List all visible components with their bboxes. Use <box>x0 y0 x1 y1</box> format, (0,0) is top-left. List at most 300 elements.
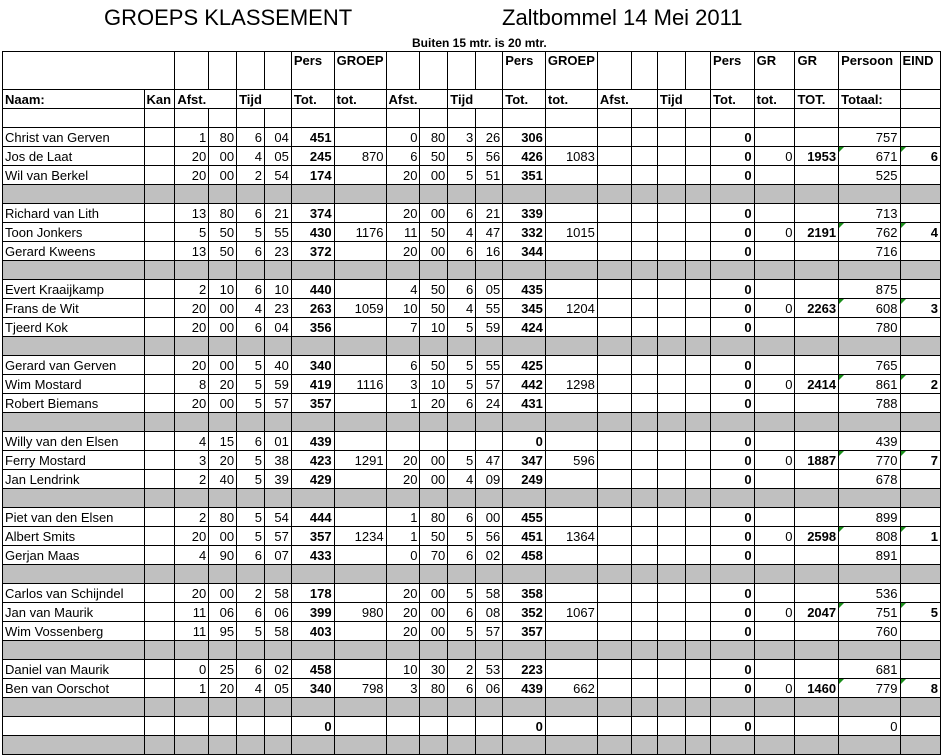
separator-cell <box>175 489 209 508</box>
name-cell: Wim Mostard <box>3 375 145 394</box>
separator-cell <box>237 261 265 280</box>
separator-cell <box>386 261 420 280</box>
value-cell: 00 <box>209 527 237 546</box>
value-cell: 00 <box>209 166 237 185</box>
table-row <box>3 128 941 147</box>
separator-cell <box>144 413 175 432</box>
value-cell: 891 <box>839 546 900 565</box>
value-cell <box>144 470 175 489</box>
separator-cell <box>144 565 175 584</box>
separator-cell <box>503 413 546 432</box>
separator-cell <box>545 736 597 755</box>
separator-cell <box>631 261 657 280</box>
value-cell: 435 <box>503 280 546 299</box>
value-cell <box>545 318 597 337</box>
value-cell: 2 <box>175 470 209 489</box>
value-cell: 0 <box>711 527 755 546</box>
separator-row <box>3 337 941 356</box>
value-cell <box>685 356 710 375</box>
value-cell: 20 <box>386 470 420 489</box>
value-cell: 6 <box>237 280 265 299</box>
separator-cell <box>334 489 386 508</box>
value-cell: 1 <box>386 508 420 527</box>
separator-cell <box>386 565 420 584</box>
value-cell: 20 <box>386 166 420 185</box>
value-cell: 20 <box>175 147 209 166</box>
value-cell: 596 <box>545 451 597 470</box>
value-cell <box>597 128 631 147</box>
value-cell <box>144 432 175 451</box>
value-cell <box>685 109 710 128</box>
value-cell <box>631 622 657 641</box>
separator-cell <box>685 489 710 508</box>
value-cell: 899 <box>839 508 900 527</box>
group-header-cell <box>209 52 237 90</box>
separator-cell <box>503 641 546 660</box>
value-cell <box>795 470 839 489</box>
value-cell: 351 <box>503 166 546 185</box>
value-cell: 57 <box>476 375 503 394</box>
value-cell <box>657 432 685 451</box>
name-cell: Richard van Lith <box>3 204 145 223</box>
value-cell <box>685 717 710 736</box>
value-cell: 50 <box>420 356 448 375</box>
table-row <box>3 242 941 261</box>
value-cell <box>631 242 657 261</box>
column-header-cell <box>476 90 503 109</box>
value-cell: 00 <box>209 299 237 318</box>
separator-cell <box>685 565 710 584</box>
separator-cell <box>795 565 839 584</box>
separator-cell <box>237 185 265 204</box>
value-cell <box>900 356 941 375</box>
value-cell <box>754 356 795 375</box>
value-cell: 3 <box>175 451 209 470</box>
value-cell: 440 <box>291 280 334 299</box>
value-cell: 6 <box>448 603 476 622</box>
table-row <box>3 204 941 223</box>
separator-cell <box>291 413 334 432</box>
value-cell <box>545 204 597 223</box>
separator-cell <box>334 261 386 280</box>
value-cell: 332 <box>503 223 546 242</box>
value-cell: 751 <box>839 603 900 622</box>
value-cell: 8 <box>175 375 209 394</box>
name-cell <box>3 109 145 128</box>
value-cell <box>657 508 685 527</box>
separator-cell <box>900 489 941 508</box>
value-cell: 5 <box>237 451 265 470</box>
value-cell: 00 <box>209 147 237 166</box>
value-cell: 20 <box>386 584 420 603</box>
value-cell: 01 <box>264 432 291 451</box>
value-cell <box>144 584 175 603</box>
value-cell <box>175 717 209 736</box>
value-cell: 0 <box>754 451 795 470</box>
separator-cell <box>711 337 755 356</box>
separator-cell <box>209 337 237 356</box>
separator-cell <box>144 698 175 717</box>
separator-row <box>3 698 941 717</box>
separator-cell <box>448 185 476 204</box>
value-cell: 5 <box>448 527 476 546</box>
separator-cell <box>334 736 386 755</box>
table-row <box>3 147 941 166</box>
separator-row <box>3 736 941 755</box>
separator-cell <box>657 337 685 356</box>
value-cell: 352 <box>503 603 546 622</box>
value-cell <box>144 356 175 375</box>
table-row <box>3 527 941 546</box>
value-cell: 20 <box>420 394 448 413</box>
value-cell <box>685 242 710 261</box>
value-cell <box>545 470 597 489</box>
value-cell <box>685 147 710 166</box>
value-cell: 0 <box>711 242 755 261</box>
group-header-cell <box>657 52 685 90</box>
value-cell <box>597 204 631 223</box>
value-cell: 2 <box>175 280 209 299</box>
value-cell <box>657 679 685 698</box>
separator-cell <box>754 698 795 717</box>
value-cell: 05 <box>264 147 291 166</box>
value-cell: 21 <box>264 204 291 223</box>
name-cell: Tjeerd Kok <box>3 318 145 337</box>
value-cell: 357 <box>291 394 334 413</box>
table-row <box>3 109 941 128</box>
value-cell <box>900 584 941 603</box>
value-cell: 5 <box>237 375 265 394</box>
separator-cell <box>291 736 334 755</box>
value-cell: 00 <box>420 584 448 603</box>
value-cell <box>657 451 685 470</box>
group-header-cell <box>420 52 448 90</box>
column-header-cell <box>264 90 291 109</box>
separator-cell <box>420 185 448 204</box>
value-cell: 1953 <box>795 147 839 166</box>
value-cell <box>657 166 685 185</box>
value-cell: 2414 <box>795 375 839 394</box>
name-cell: Carlos van Schijndel <box>3 584 145 603</box>
name-cell: Robert Biemans <box>3 394 145 413</box>
separator-cell <box>754 736 795 755</box>
separator-cell <box>209 185 237 204</box>
value-cell: 178 <box>291 584 334 603</box>
group-header-cell <box>144 52 175 90</box>
separator-cell <box>264 413 291 432</box>
value-cell: 10 <box>264 280 291 299</box>
table-row <box>3 660 941 679</box>
separator-cell <box>386 185 420 204</box>
value-cell: 59 <box>476 318 503 337</box>
value-cell <box>597 546 631 565</box>
value-cell: 09 <box>476 470 503 489</box>
value-cell: 439 <box>503 679 546 698</box>
value-cell: 716 <box>839 242 900 261</box>
value-cell <box>334 717 386 736</box>
separator-cell <box>420 698 448 717</box>
value-cell: 808 <box>839 527 900 546</box>
separator-cell <box>420 641 448 660</box>
table-row <box>3 166 941 185</box>
separator-cell <box>448 261 476 280</box>
value-cell: 4 <box>237 679 265 698</box>
separator-cell <box>144 185 175 204</box>
separator-cell <box>795 413 839 432</box>
value-cell <box>631 603 657 622</box>
value-cell: 0 <box>711 223 755 242</box>
separator-cell <box>448 698 476 717</box>
separator-cell <box>334 565 386 584</box>
value-cell <box>545 166 597 185</box>
separator-cell <box>386 489 420 508</box>
separator-cell <box>711 736 755 755</box>
separator-cell <box>839 641 900 660</box>
value-cell: 0 <box>711 660 755 679</box>
separator-cell <box>545 641 597 660</box>
value-cell: 11 <box>175 603 209 622</box>
value-cell: 00 <box>420 242 448 261</box>
value-cell: 10 <box>209 280 237 299</box>
value-cell: 340 <box>291 356 334 375</box>
value-cell <box>657 242 685 261</box>
value-cell: 340 <box>291 679 334 698</box>
separator-cell <box>839 698 900 717</box>
value-cell: 344 <box>503 242 546 261</box>
separator-cell <box>754 641 795 660</box>
value-cell <box>334 128 386 147</box>
separator-cell <box>503 565 546 584</box>
value-cell: 00 <box>420 470 448 489</box>
value-cell: 1234 <box>334 527 386 546</box>
value-cell <box>448 432 476 451</box>
value-cell <box>597 603 631 622</box>
value-cell <box>545 584 597 603</box>
column-header-cell: tot. <box>545 90 597 109</box>
name-cell: Albert Smits <box>3 527 145 546</box>
value-cell: 6 <box>448 546 476 565</box>
value-cell: 80 <box>420 679 448 698</box>
value-cell <box>144 375 175 394</box>
value-cell <box>334 508 386 527</box>
column-header-cell <box>209 90 237 109</box>
separator-cell <box>900 413 941 432</box>
value-cell: 20 <box>209 679 237 698</box>
value-cell <box>144 451 175 470</box>
value-cell: 2 <box>175 508 209 527</box>
value-cell: 6 <box>448 394 476 413</box>
value-cell <box>657 470 685 489</box>
value-cell <box>144 546 175 565</box>
value-cell <box>657 147 685 166</box>
name-cell: Toon Jonkers <box>3 223 145 242</box>
value-cell: 455 <box>503 508 546 527</box>
value-cell <box>900 432 941 451</box>
separator-cell <box>334 413 386 432</box>
value-cell <box>545 508 597 527</box>
table-row <box>3 584 941 603</box>
value-cell <box>420 109 448 128</box>
value-cell <box>144 242 175 261</box>
value-cell: 20 <box>175 394 209 413</box>
value-cell: 1 <box>386 394 420 413</box>
value-cell: 5 <box>237 356 265 375</box>
value-cell <box>144 299 175 318</box>
value-cell: 798 <box>334 679 386 698</box>
value-cell: 372 <box>291 242 334 261</box>
value-cell: 47 <box>476 451 503 470</box>
value-cell <box>900 204 941 223</box>
column-header-cell: Afst. <box>175 90 209 109</box>
separator-cell <box>631 698 657 717</box>
value-cell <box>597 318 631 337</box>
column-header-cell: tot. <box>754 90 795 109</box>
separator-cell <box>839 337 900 356</box>
value-cell <box>685 603 710 622</box>
value-cell: 174 <box>291 166 334 185</box>
column-header-cell: Totaal: <box>839 90 900 109</box>
value-cell: 671 <box>839 147 900 166</box>
value-cell <box>685 128 710 147</box>
value-cell: 980 <box>334 603 386 622</box>
separator-cell <box>264 489 291 508</box>
value-cell <box>631 717 657 736</box>
separator-cell <box>631 565 657 584</box>
group-header-cell: GROEP <box>334 52 386 90</box>
value-cell <box>144 679 175 698</box>
separator-cell <box>900 261 941 280</box>
value-cell <box>334 204 386 223</box>
group-header-cell: GROEP <box>545 52 597 90</box>
separator-cell <box>175 565 209 584</box>
separator-cell <box>386 641 420 660</box>
value-cell: 0 <box>711 147 755 166</box>
name-cell: Gerard Kweens <box>3 242 145 261</box>
value-cell: 04 <box>264 128 291 147</box>
value-cell: 4 <box>900 223 941 242</box>
value-cell <box>754 432 795 451</box>
value-cell: 5 <box>448 147 476 166</box>
separator-cell <box>144 337 175 356</box>
value-cell <box>795 546 839 565</box>
separator-cell <box>597 565 631 584</box>
value-cell: 5 <box>448 584 476 603</box>
value-cell: 0 <box>711 546 755 565</box>
group-header-cell: Pers <box>503 52 546 90</box>
value-cell: 25 <box>209 660 237 679</box>
value-cell <box>711 109 755 128</box>
separator-cell <box>711 565 755 584</box>
value-cell <box>144 622 175 641</box>
separator-cell <box>631 736 657 755</box>
value-cell <box>144 128 175 147</box>
separator-cell <box>597 185 631 204</box>
name-cell: Ferry Mostard <box>3 451 145 470</box>
value-cell: 662 <box>545 679 597 698</box>
separator-cell <box>685 641 710 660</box>
separator-cell <box>503 337 546 356</box>
value-cell <box>631 508 657 527</box>
value-cell: 1116 <box>334 375 386 394</box>
separator-cell <box>448 337 476 356</box>
value-cell: 430 <box>291 223 334 242</box>
value-cell: 38 <box>264 451 291 470</box>
separator-cell <box>448 413 476 432</box>
column-header-cell: Tijd <box>237 90 265 109</box>
separator-cell <box>631 413 657 432</box>
group-header-cell <box>175 52 209 90</box>
separator-cell <box>657 261 685 280</box>
value-cell <box>754 660 795 679</box>
value-cell <box>545 280 597 299</box>
value-cell: 39 <box>264 470 291 489</box>
value-cell: 5 <box>237 622 265 641</box>
value-cell: 5 <box>237 470 265 489</box>
value-cell: 20 <box>175 584 209 603</box>
value-cell: 2047 <box>795 603 839 622</box>
value-cell <box>795 280 839 299</box>
value-cell: 30 <box>420 660 448 679</box>
group-header-cell: Pers <box>291 52 334 90</box>
separator-row <box>3 261 941 280</box>
separator-cell <box>503 261 546 280</box>
value-cell: 1460 <box>795 679 839 698</box>
value-cell <box>657 223 685 242</box>
value-cell <box>900 128 941 147</box>
separator-cell <box>839 413 900 432</box>
separator-cell <box>237 489 265 508</box>
value-cell: 608 <box>839 299 900 318</box>
value-cell: 55 <box>476 356 503 375</box>
value-cell <box>334 318 386 337</box>
separator-cell <box>795 736 839 755</box>
value-cell: 00 <box>420 166 448 185</box>
value-cell: 0 <box>754 527 795 546</box>
value-cell <box>597 147 631 166</box>
value-cell: 0 <box>711 451 755 470</box>
value-cell <box>685 166 710 185</box>
value-cell: 0 <box>711 717 755 736</box>
value-cell: 6 <box>237 242 265 261</box>
separator-cell <box>334 337 386 356</box>
value-cell: 451 <box>291 128 334 147</box>
value-cell: 20 <box>175 356 209 375</box>
separator-cell <box>237 565 265 584</box>
separator-cell <box>448 641 476 660</box>
group-header-cell: GR <box>754 52 795 90</box>
value-cell <box>631 660 657 679</box>
value-cell: 56 <box>476 527 503 546</box>
separator-cell <box>685 413 710 432</box>
separator-cell <box>209 698 237 717</box>
value-cell <box>144 223 175 242</box>
value-cell: 2 <box>237 584 265 603</box>
value-cell: 57 <box>264 527 291 546</box>
value-cell: 00 <box>420 451 448 470</box>
value-cell <box>900 660 941 679</box>
separator-cell <box>3 565 145 584</box>
value-cell: 4 <box>448 223 476 242</box>
value-cell <box>631 109 657 128</box>
value-cell <box>657 394 685 413</box>
separator-cell <box>476 565 503 584</box>
value-cell: 0 <box>711 299 755 318</box>
value-cell <box>795 394 839 413</box>
name-cell: Frans de Wit <box>3 299 145 318</box>
value-cell <box>685 622 710 641</box>
value-cell: 10 <box>420 318 448 337</box>
separator-cell <box>291 337 334 356</box>
